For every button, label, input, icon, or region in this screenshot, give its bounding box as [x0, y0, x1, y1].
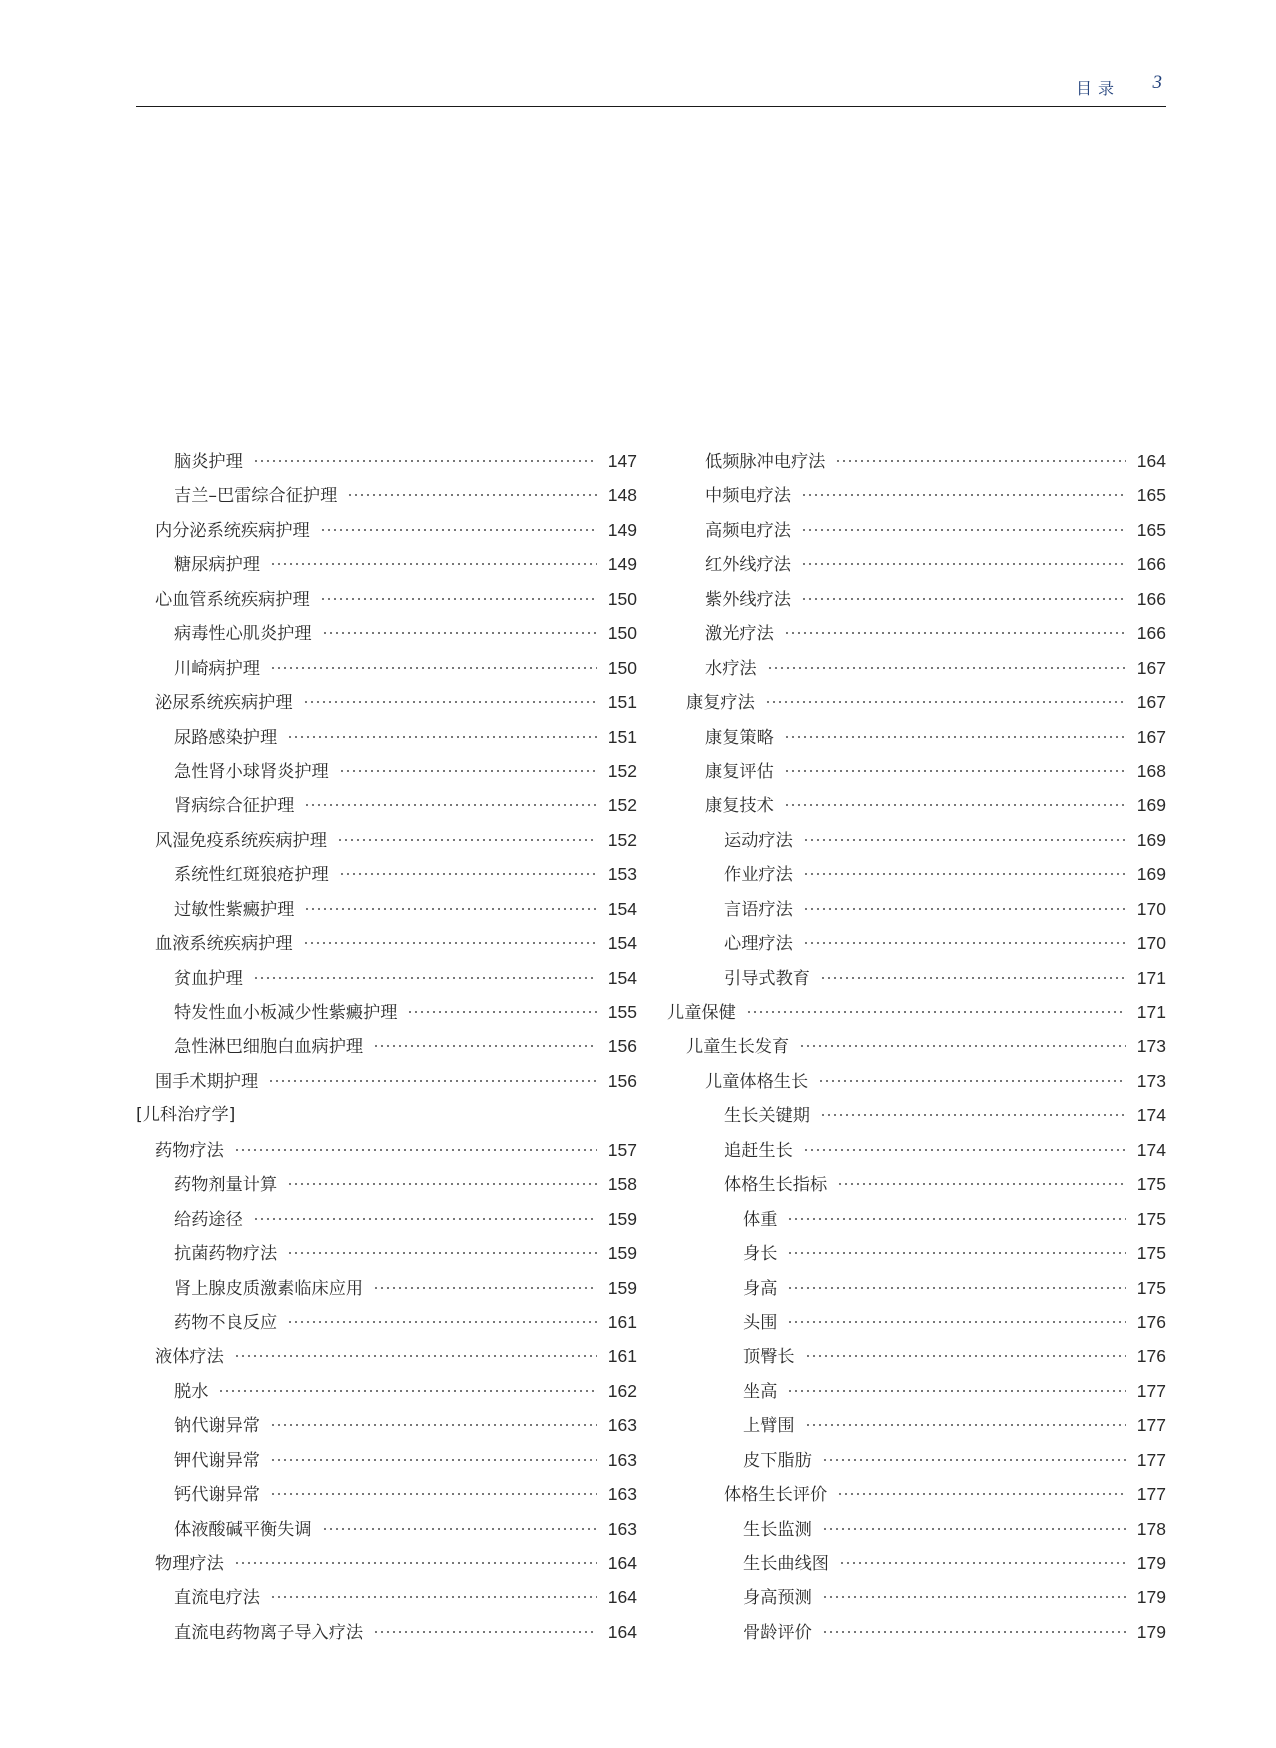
toc-entry-page: 154	[607, 967, 637, 988]
toc-entry-title: 激光疗法	[705, 624, 774, 645]
toc-entry-page: 163	[607, 1449, 637, 1470]
toc-entry-page: 154	[607, 898, 637, 919]
toc-entry[interactable]	[136, 1029, 637, 1063]
dot-leader	[287, 736, 597, 738]
toc-entry-title: 泌尿系统疾病护理	[155, 693, 293, 714]
toc-entry-page: 161	[607, 1311, 637, 1332]
toc-entry[interactable]	[667, 1064, 1166, 1098]
toc-entry-page: 159	[607, 1208, 637, 1229]
toc-entry-title: 物理疗法	[155, 1554, 224, 1574]
toc-entry-title: 坐高	[743, 1381, 778, 1402]
dot-leader	[787, 1321, 1126, 1323]
toc-entry[interactable]	[136, 478, 637, 512]
dot-leader	[253, 1218, 597, 1220]
dot-leader	[304, 804, 597, 806]
toc-left-column	[136, 444, 637, 1649]
toc-entry-page: 154	[607, 933, 637, 954]
dot-leader	[820, 1114, 1126, 1116]
toc-entry-title: 顶臀长	[743, 1347, 795, 1368]
dot-leader	[801, 529, 1126, 531]
toc-entry-title: 运动疗法	[724, 830, 793, 851]
toc-entry-title: 血液系统疾病护理	[155, 934, 293, 955]
section-title: 目录	[1075, 79, 1120, 98]
toc-entry-page: 169	[1136, 864, 1166, 885]
dot-leader	[839, 1562, 1126, 1564]
toc-entry-page: 179	[1136, 1621, 1166, 1642]
toc-entry-title: 急性肾小球肾炎护理	[174, 761, 329, 782]
toc-entry-page: 152	[607, 795, 637, 816]
dot-leader	[322, 632, 597, 634]
toc-entry-title: 钠代谢异常	[174, 1416, 260, 1437]
toc-entry-title: 身长	[743, 1244, 778, 1265]
toc-entry-title: 药物疗法	[155, 1140, 224, 1161]
toc-entry-title: 风湿免疫系统疾病护理	[155, 830, 327, 851]
dot-leader	[320, 598, 597, 600]
dot-leader	[746, 1011, 1126, 1013]
toc-entry-title: 康复策略	[705, 727, 774, 748]
toc-entry-title: 生长监测	[743, 1519, 812, 1540]
toc-entry-title: 药物剂量计算	[174, 1175, 278, 1196]
toc-entry-page: 164	[607, 1587, 637, 1608]
toc-entry[interactable]	[136, 1236, 637, 1270]
dot-leader	[234, 1562, 597, 1564]
dot-leader	[303, 942, 597, 944]
toc-entry[interactable]	[667, 547, 1166, 581]
toc-entry[interactable]	[136, 513, 637, 547]
dot-leader	[337, 839, 597, 841]
toc-entry-title: 吉兰–巴雷综合征护理	[174, 486, 338, 507]
toc-entry-title: 低频脉冲电疗法	[705, 452, 826, 472]
dot-leader	[320, 529, 597, 531]
dot-leader	[799, 1045, 1126, 1047]
toc-entry[interactable]	[136, 995, 637, 1029]
toc-entry[interactable]	[667, 1477, 1166, 1511]
toc-entry[interactable]	[136, 1133, 637, 1167]
toc-entry-title: 体液酸碱平衡失调	[174, 1519, 312, 1540]
toc-entry-page: 153	[607, 864, 637, 885]
toc-entry[interactable]	[667, 1374, 1166, 1408]
toc-entry-page: 148	[607, 485, 637, 506]
toc-entry[interactable]	[667, 1615, 1166, 1649]
toc-entry[interactable]	[136, 857, 637, 891]
toc-entry[interactable]	[136, 1271, 637, 1305]
toc-entry-page: 163	[607, 1415, 637, 1436]
toc-entry[interactable]	[136, 1202, 637, 1236]
toc-entry[interactable]	[136, 1098, 637, 1132]
toc-entry-title: 身高	[743, 1278, 778, 1299]
toc-entry-page: 177	[1136, 1449, 1166, 1470]
dot-leader	[765, 701, 1126, 703]
toc-entry[interactable]	[136, 1064, 637, 1098]
toc-entry[interactable]	[136, 1512, 637, 1546]
dot-leader	[803, 942, 1126, 944]
toc-entry-page: 166	[1136, 623, 1166, 644]
toc-entry[interactable]	[667, 582, 1166, 616]
toc-entry[interactable]	[136, 720, 637, 754]
dot-leader	[784, 632, 1126, 634]
toc-entry-title: 心血管系统疾病护理	[155, 589, 310, 610]
toc-entry-page: 174	[1136, 1105, 1166, 1126]
toc-entry-page: 175	[1136, 1243, 1166, 1264]
toc-entry-page: 151	[607, 726, 637, 747]
toc-entry-title: 脑炎护理	[174, 452, 243, 472]
toc-entry[interactable]	[136, 616, 637, 650]
toc-entry-title: 紫外线疗法	[705, 589, 791, 610]
toc-entry-title: 川崎病护理	[174, 658, 260, 679]
toc-entry-page: 149	[607, 519, 637, 540]
toc-entry-page: 169	[1136, 795, 1166, 816]
dot-leader	[837, 1493, 1126, 1495]
toc-entry-title: 康复评估	[705, 761, 774, 782]
toc-entry-title: 言语疗法	[724, 899, 793, 920]
toc-entry-page: 159	[607, 1243, 637, 1264]
dot-leader	[373, 1631, 597, 1633]
toc-entry-title: 病毒性心肌炎护理	[174, 624, 312, 645]
toc-entry-title: 液体疗法	[155, 1347, 224, 1368]
toc-entry[interactable]	[667, 1580, 1166, 1614]
toc-entry[interactable]	[667, 995, 1166, 1029]
toc-entry-title: 康复疗法	[686, 693, 755, 714]
toc-entry-page: 166	[1136, 554, 1166, 575]
dot-leader	[801, 598, 1126, 600]
toc-entry-page: 155	[607, 1002, 637, 1022]
toc-entry-title: 给药途径	[174, 1209, 243, 1230]
toc-entry-title: 系统性红斑狼疮护理	[174, 865, 329, 886]
dot-leader	[270, 1493, 597, 1495]
dot-leader	[822, 1459, 1126, 1461]
toc-entry-page: 167	[1136, 657, 1166, 678]
dot-leader	[801, 563, 1126, 565]
toc-entry[interactable]	[136, 1477, 637, 1511]
toc-entry-page: 152	[607, 829, 637, 850]
toc-entry-title: 儿童体格生长	[705, 1071, 809, 1092]
toc-entry[interactable]	[667, 892, 1166, 926]
toc-entry[interactable]	[667, 1443, 1166, 1477]
toc-entry-title: 体格生长评价	[724, 1485, 828, 1506]
toc-entry-title: 康复技术	[705, 796, 774, 817]
toc-entry[interactable]	[136, 1546, 637, 1580]
dot-leader	[304, 908, 597, 910]
toc-entry-page: 165	[1136, 485, 1166, 506]
toc-entry-title: 体重	[743, 1209, 778, 1230]
page-number: 3	[1152, 72, 1162, 93]
dot-leader	[805, 1424, 1126, 1426]
dot-leader	[787, 1390, 1126, 1392]
toc-entry-page: 162	[607, 1380, 637, 1401]
dot-leader	[287, 1183, 597, 1185]
toc-entry-page: 177	[1136, 1415, 1166, 1436]
toc-entry[interactable]	[667, 1305, 1166, 1339]
dot-leader	[234, 1355, 597, 1357]
dot-leader	[270, 1424, 597, 1426]
toc-entry-title: 引导式教育	[724, 968, 810, 989]
toc-entry[interactable]	[667, 1271, 1166, 1305]
toc-entry-title: 直流电疗法	[174, 1588, 260, 1609]
dot-leader	[822, 1631, 1126, 1633]
toc-entry[interactable]	[667, 1133, 1166, 1167]
toc-entry[interactable]	[136, 926, 637, 960]
toc-entry-title: 钙代谢异常	[174, 1485, 260, 1506]
toc-entry-page: 173	[1136, 1070, 1166, 1091]
dot-leader	[787, 1218, 1126, 1220]
toc-entry-page: 165	[1136, 519, 1166, 540]
dot-leader	[820, 977, 1126, 979]
toc-entry-title: 心理疗法	[724, 934, 793, 955]
dot-leader	[347, 494, 597, 496]
toc-entry[interactable]	[667, 823, 1166, 857]
toc-entry[interactable]	[667, 444, 1166, 478]
toc-entry-title: 水疗法	[705, 658, 757, 679]
dot-leader	[322, 1528, 597, 1530]
toc-entry-page: 170	[1136, 933, 1166, 954]
toc-entry[interactable]	[667, 926, 1166, 960]
toc-entry-title: 儿童保健	[667, 1003, 736, 1023]
dot-leader	[787, 1287, 1126, 1289]
dot-leader	[268, 1080, 597, 1082]
dot-leader	[837, 1183, 1126, 1185]
toc-entry-title: 生长曲线图	[743, 1554, 829, 1574]
toc-entry-page: 175	[1136, 1174, 1166, 1195]
toc-entry[interactable]	[136, 961, 637, 995]
toc-entry[interactable]	[136, 685, 637, 719]
toc-entry-page: 156	[607, 1036, 637, 1057]
toc-entry[interactable]	[136, 582, 637, 616]
toc-entry-title: 身高预测	[743, 1588, 812, 1609]
toc-entry-page: 177	[1136, 1484, 1166, 1505]
toc-entry[interactable]	[136, 1443, 637, 1477]
dot-leader	[253, 460, 597, 462]
toc-entry[interactable]	[667, 1029, 1166, 1063]
dot-leader	[803, 839, 1126, 841]
dot-leader	[287, 1252, 597, 1254]
dot-leader	[822, 1596, 1126, 1598]
toc-entry-title: 高频电疗法	[705, 520, 791, 541]
toc-entry-page: 164	[1136, 451, 1166, 471]
toc-entry[interactable]	[667, 720, 1166, 754]
toc-entry-title: 肾上腺皮质激素临床应用	[174, 1278, 364, 1299]
dot-leader	[784, 736, 1126, 738]
toc-entry-page: 166	[1136, 588, 1166, 609]
toc-entry[interactable]	[136, 754, 637, 788]
toc-entry-page: 171	[1136, 967, 1166, 988]
toc-entry-page: 164	[607, 1621, 637, 1642]
toc-entry-title: 尿路感染护理	[174, 727, 278, 748]
toc-entry-title: 围手术期护理	[155, 1071, 259, 1092]
dot-leader	[270, 563, 597, 565]
running-header	[136, 72, 1166, 107]
dot-leader	[407, 1011, 597, 1013]
toc-entry[interactable]	[136, 892, 637, 926]
toc-entry-page: 150	[607, 588, 637, 609]
toc-entry-page: 164	[607, 1553, 637, 1573]
toc-entry-page: 174	[1136, 1139, 1166, 1160]
toc-entry-page: 159	[607, 1277, 637, 1298]
toc-entry[interactable]	[136, 1580, 637, 1614]
toc-entry-title: 药物不良反应	[174, 1312, 278, 1333]
toc-entry-title: [儿科治疗学]	[136, 1105, 236, 1126]
toc-entry-title: 贫血护理	[174, 968, 243, 989]
toc-entry-title: 生长关键期	[724, 1106, 810, 1127]
toc-entry-title: 直流电药物离子导入疗法	[174, 1622, 364, 1643]
toc-entry-title: 过敏性紫癜护理	[174, 899, 295, 920]
dot-leader	[270, 1596, 597, 1598]
toc-entry-title: 头围	[743, 1312, 778, 1333]
toc-entry-title: 体格生长指标	[724, 1175, 828, 1196]
dot-leader	[767, 667, 1126, 669]
dot-leader	[784, 804, 1126, 806]
toc-entry-title: 钾代谢异常	[174, 1450, 260, 1471]
toc-entry-page: 176	[1136, 1311, 1166, 1332]
toc-entry-page: 167	[1136, 726, 1166, 747]
toc-entry-page: 173	[1136, 1036, 1166, 1057]
toc-entry-page: 149	[607, 554, 637, 575]
toc-entry[interactable]	[136, 788, 637, 822]
toc-entry[interactable]	[136, 444, 637, 478]
toc-entry-title: 作业疗法	[724, 865, 793, 886]
dot-leader	[803, 908, 1126, 910]
toc-entry[interactable]	[136, 651, 637, 685]
toc-entry-page: 176	[1136, 1346, 1166, 1367]
toc-entry-page: 163	[607, 1484, 637, 1505]
dot-leader	[234, 1149, 597, 1151]
toc-entry-page: 171	[1136, 1002, 1166, 1022]
toc-entry-title: 骨龄评价	[743, 1622, 812, 1643]
dot-leader	[822, 1528, 1126, 1530]
toc-entry[interactable]	[667, 1167, 1166, 1201]
toc-entry-page: 151	[607, 692, 637, 713]
dot-leader	[787, 1252, 1126, 1254]
dot-leader	[835, 460, 1126, 462]
dot-leader	[339, 873, 597, 875]
dot-leader	[218, 1390, 597, 1392]
dot-leader	[803, 1149, 1126, 1151]
toc-entry[interactable]	[667, 754, 1166, 788]
toc-entry[interactable]	[667, 685, 1166, 719]
toc-entry-page: 170	[1136, 898, 1166, 919]
toc-entry-page: 175	[1136, 1277, 1166, 1298]
toc-entry[interactable]	[667, 857, 1166, 891]
toc-entry-title: 皮下脂肪	[743, 1450, 812, 1471]
toc-entry-title: 糖尿病护理	[174, 555, 260, 576]
toc-entry[interactable]	[136, 823, 637, 857]
toc-entry[interactable]	[667, 1236, 1166, 1270]
toc-entry-page: 158	[607, 1174, 637, 1195]
toc-entry-page: 178	[1136, 1518, 1166, 1539]
toc-entry-page: 175	[1136, 1208, 1166, 1229]
dot-leader	[253, 977, 597, 979]
toc-entry-title: 特发性血小板减少性紫癜护理	[174, 1003, 398, 1023]
dot-leader	[373, 1287, 597, 1289]
toc-entry-title: 儿童生长发育	[686, 1037, 790, 1058]
toc-entry-page: 179	[1136, 1587, 1166, 1608]
toc-entry-page: 168	[1136, 760, 1166, 781]
toc-entry-page: 163	[607, 1518, 637, 1539]
toc-entry[interactable]	[136, 1339, 637, 1373]
toc-entry-title: 上臂围	[743, 1416, 795, 1437]
toc-entry[interactable]	[136, 1408, 637, 1442]
toc-entry[interactable]	[667, 1408, 1166, 1442]
toc-entry[interactable]	[667, 1339, 1166, 1373]
toc-entry[interactable]	[667, 961, 1166, 995]
toc-entry-title: 脱水	[174, 1381, 209, 1402]
dot-leader	[784, 770, 1126, 772]
toc-entry[interactable]	[136, 1374, 637, 1408]
toc-entry[interactable]	[667, 478, 1166, 512]
dot-leader	[803, 873, 1126, 875]
dot-leader	[303, 701, 597, 703]
toc-entry-page: 167	[1136, 692, 1166, 713]
toc-entry-title: 急性淋巴细胞白血病护理	[174, 1037, 364, 1058]
toc-entry[interactable]	[667, 616, 1166, 650]
dot-leader	[339, 770, 597, 772]
toc-entry-page: 179	[1136, 1553, 1166, 1573]
toc-entry-page: 157	[607, 1139, 637, 1160]
dot-leader	[270, 667, 597, 669]
toc-entry-title: 抗菌药物疗法	[174, 1244, 278, 1265]
toc-entry-page: 150	[607, 623, 637, 644]
toc-entry-title: 肾病综合征护理	[174, 796, 295, 817]
toc-right-column	[667, 444, 1166, 1649]
dot-leader	[801, 494, 1126, 496]
toc-entry-page: 161	[607, 1346, 637, 1367]
dot-leader	[287, 1321, 597, 1323]
toc-entry[interactable]	[667, 513, 1166, 547]
toc-entry[interactable]	[667, 1512, 1166, 1546]
toc-entry[interactable]	[136, 1615, 637, 1649]
dot-leader	[818, 1080, 1126, 1082]
dot-leader	[270, 1459, 597, 1461]
toc-entry-page: 156	[607, 1070, 637, 1091]
toc-entry[interactable]	[667, 1098, 1166, 1132]
toc-entry[interactable]	[136, 1305, 637, 1339]
toc-entry-page: 150	[607, 657, 637, 678]
toc-entry[interactable]	[667, 788, 1166, 822]
toc-entry[interactable]	[136, 1167, 637, 1201]
toc-entry[interactable]	[136, 547, 637, 581]
dot-leader	[805, 1355, 1126, 1357]
toc-entry-page: 147	[607, 451, 637, 471]
toc-entry-title: 追赶生长	[724, 1140, 793, 1161]
toc-entry[interactable]	[667, 651, 1166, 685]
toc-entry-title: 内分泌系统疾病护理	[155, 520, 310, 541]
toc-entry-page: 152	[607, 760, 637, 781]
toc-entry-page: 177	[1136, 1380, 1166, 1401]
toc-entry[interactable]	[667, 1202, 1166, 1236]
dot-leader	[373, 1045, 597, 1047]
toc-entry-title: 红外线疗法	[705, 555, 791, 576]
toc-entry[interactable]	[667, 1546, 1166, 1580]
toc-entry-title: 中频电疗法	[705, 486, 791, 507]
toc-entry-page: 169	[1136, 829, 1166, 850]
